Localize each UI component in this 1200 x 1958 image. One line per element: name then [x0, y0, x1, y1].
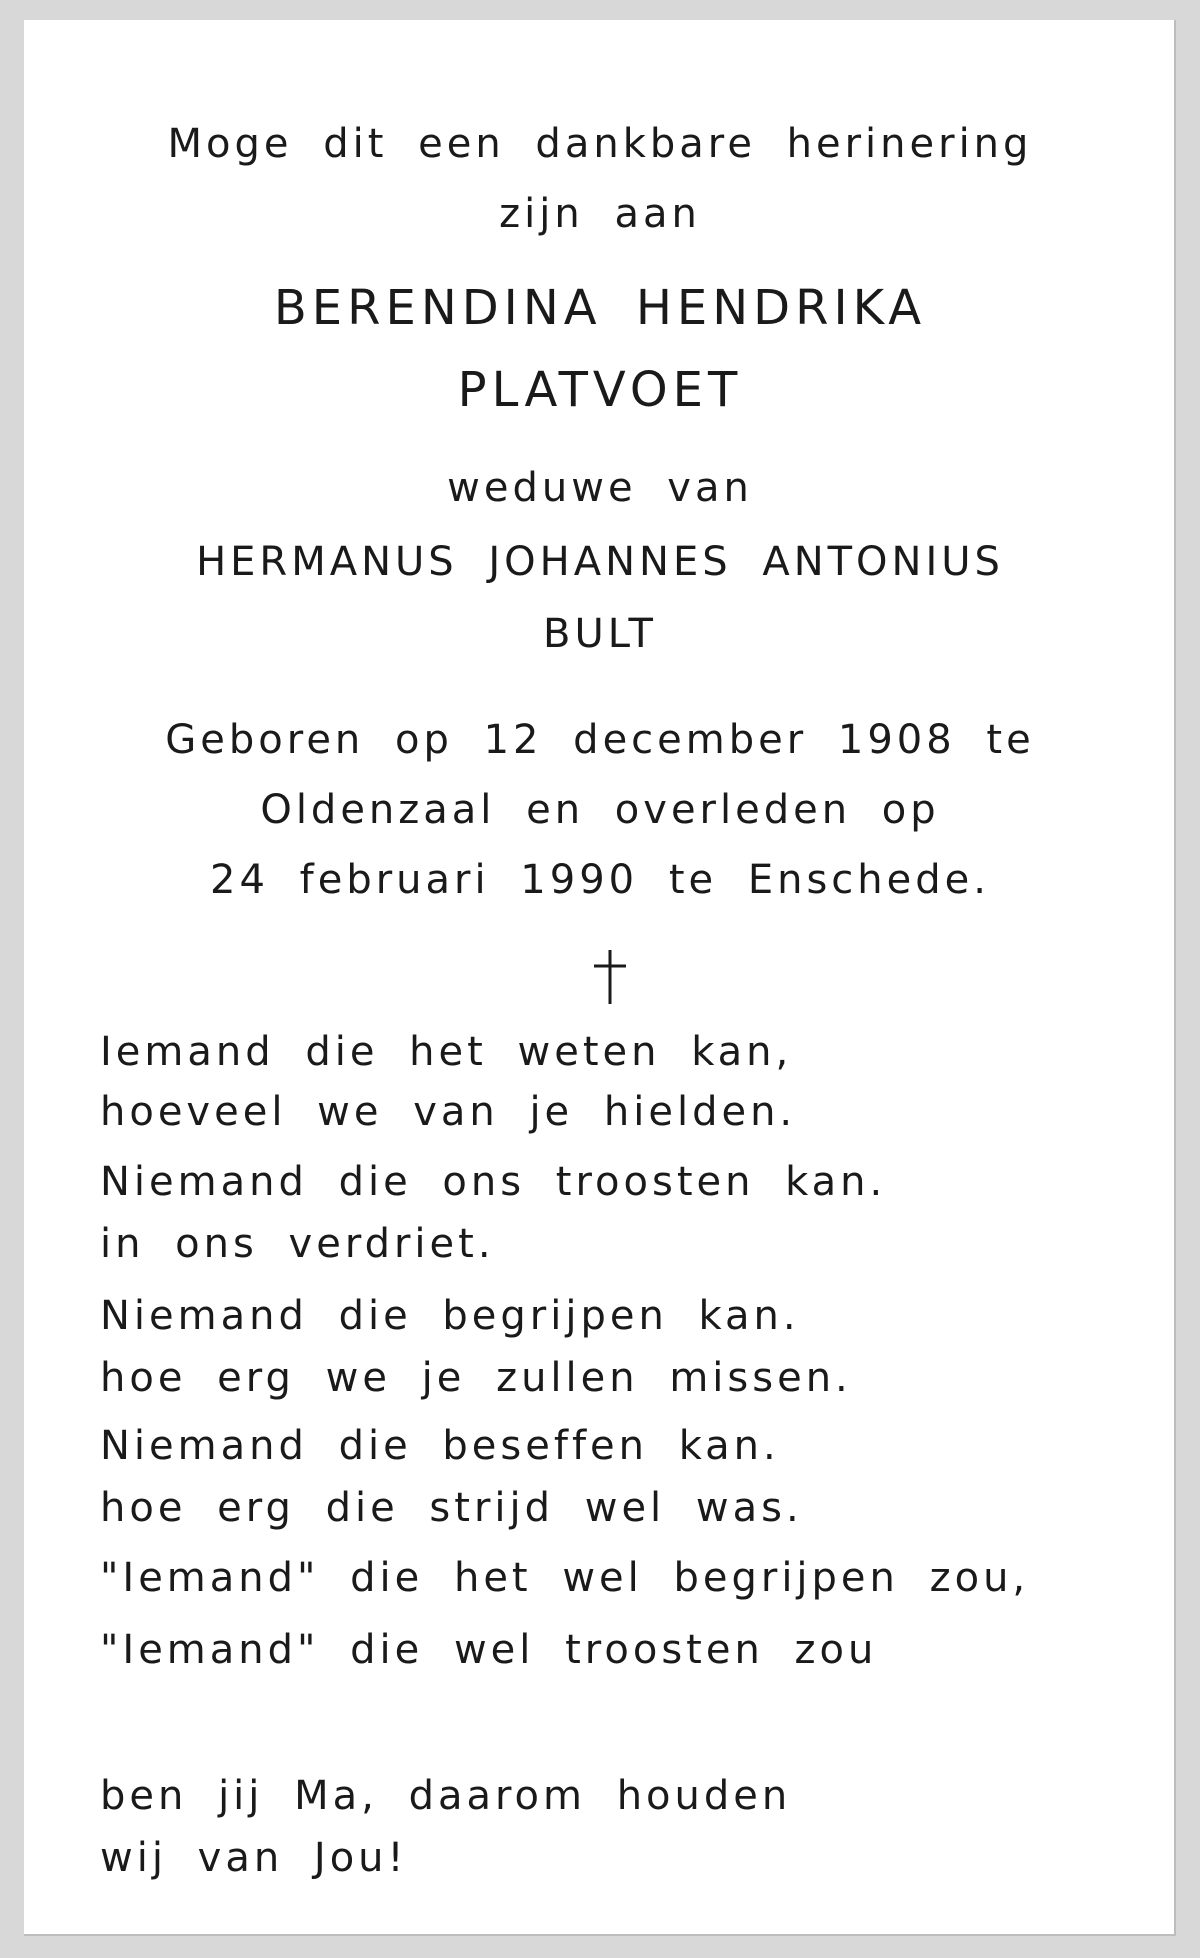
- husband-name-line-1: HERMANUS JOHANNES ANTONIUS: [196, 539, 1004, 585]
- memorial-card: [24, 20, 1176, 1936]
- poem-line-3: Niemand die ons troosten kan.: [100, 1159, 887, 1205]
- deceased-name-line-1: BERENDINA HENDRIKA: [273, 280, 927, 336]
- poem-line-6: hoe erg we je zullen missen.: [100, 1355, 852, 1401]
- poem-line-10: "Iemand" die wel troosten zou: [100, 1627, 878, 1673]
- cross-icon: [590, 948, 630, 1006]
- poem-line-8: hoe erg die strijd wel was.: [100, 1485, 803, 1531]
- poem-line-4: in ons verdriet.: [100, 1221, 495, 1267]
- intro-line-1: Moge dit een dankbare herinering: [167, 121, 1033, 167]
- birth-death-line-2: Oldenzaal en overleden op: [260, 787, 940, 833]
- poem-line-7: Niemand die beseffen kan.: [100, 1423, 780, 1469]
- closing-line-1: ben jij Ma, daarom houden: [100, 1773, 792, 1819]
- poem-line-5: Niemand die begrijpen kan.: [100, 1293, 800, 1339]
- intro-line-2: zijn aan: [499, 191, 701, 237]
- poem-line-9: "Iemand" die het wel begrijpen zou,: [100, 1555, 1030, 1601]
- poem-line-1: Iemand die het weten kan,: [100, 1029, 793, 1075]
- closing-line-2: wij van Jou!: [100, 1835, 408, 1881]
- birth-death-line-1: Geboren op 12 december 1908 te: [165, 717, 1035, 763]
- birth-death-line-3: 24 februari 1990 te Enschede.: [210, 857, 990, 903]
- husband-name-line-2: BULT: [543, 611, 657, 657]
- deceased-name-line-2: PLATVOET: [457, 362, 743, 418]
- widow-of-label: weduwe van: [447, 465, 753, 511]
- poem-line-2: hoeveel we van je hielden.: [100, 1089, 797, 1135]
